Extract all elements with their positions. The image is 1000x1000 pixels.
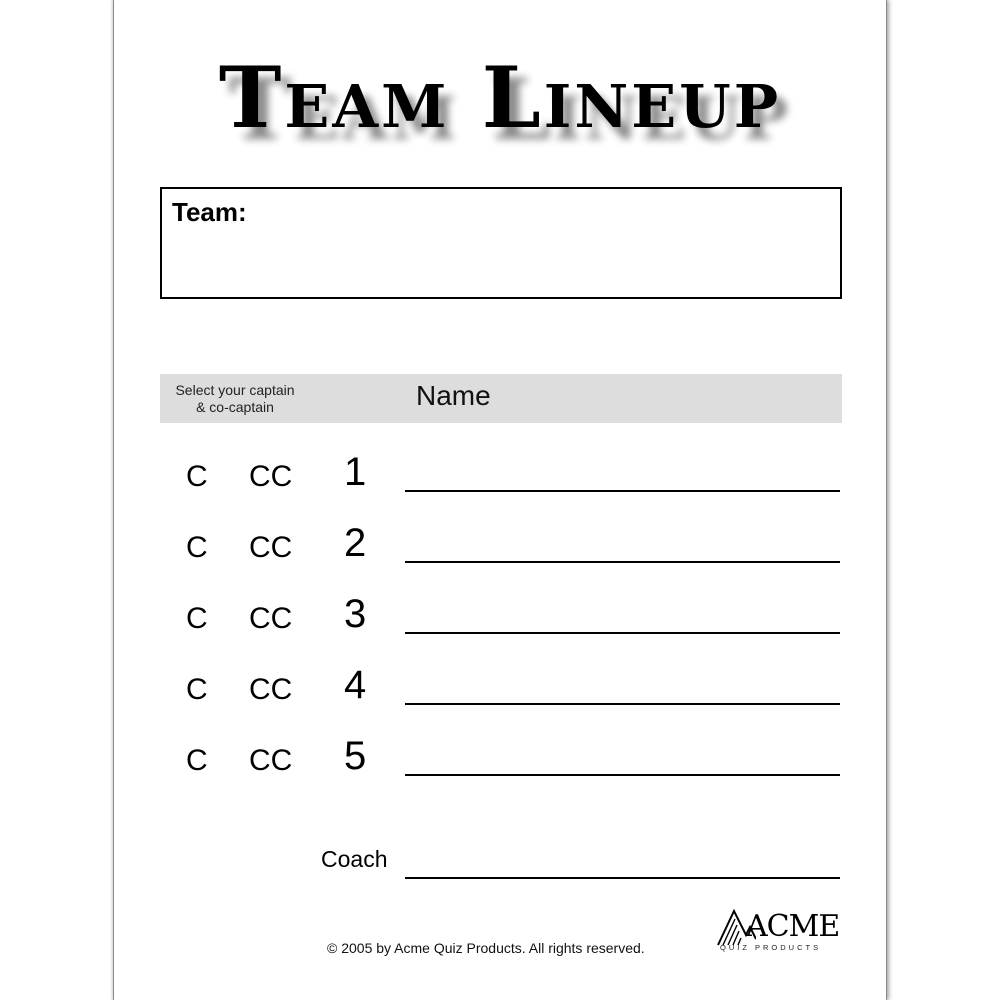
player-name-line[interactable]	[405, 632, 840, 634]
player-name-line[interactable]	[405, 703, 840, 705]
player-number: 1	[344, 450, 367, 494]
co-captain-option[interactable]: CC	[249, 673, 293, 706]
player-name-line[interactable]	[405, 561, 840, 563]
name-column-header: Name	[416, 380, 491, 411]
captain-header-line-1: Select your captain	[175, 382, 295, 398]
player-row-4	[114, 663, 886, 723]
captain-option[interactable]: C	[186, 460, 208, 493]
team-label: Team:	[172, 197, 247, 227]
player-row-3	[114, 592, 886, 652]
player-number: 3	[344, 592, 367, 636]
player-number: 5	[344, 734, 367, 778]
team-name-box[interactable]	[160, 187, 842, 299]
coach-label: Coach	[321, 846, 388, 872]
player-number: 2	[344, 521, 367, 565]
copyright-notice: © 2005 by Acme Quiz Products. All rights reserved.	[327, 940, 645, 956]
player-name-line[interactable]	[405, 490, 840, 492]
captain-option[interactable]: C	[186, 744, 208, 777]
co-captain-option[interactable]: CC	[249, 460, 293, 493]
player-row-1	[114, 450, 886, 510]
co-captain-option[interactable]: CC	[249, 602, 293, 635]
logo-subtitle: QUIZ PRODUCTS	[720, 943, 822, 952]
page-title: Team Lineup	[218, 48, 782, 147]
captain-header-line-2: & co-captain	[196, 399, 274, 415]
acme-logo	[716, 907, 846, 957]
captain-option[interactable]: C	[186, 531, 208, 564]
captain-option[interactable]: C	[186, 673, 208, 706]
lineup-sheet	[114, 0, 886, 1000]
coach-name-line[interactable]	[405, 877, 840, 879]
table-header	[160, 374, 842, 423]
co-captain-option[interactable]: CC	[249, 531, 293, 564]
logo-wordmark: ACME	[746, 909, 840, 944]
player-row-2	[114, 521, 886, 581]
co-captain-option[interactable]: CC	[249, 744, 293, 777]
captain-column-header	[160, 382, 310, 416]
captain-option[interactable]: C	[186, 602, 208, 635]
player-name-line[interactable]	[405, 774, 840, 776]
player-row-5	[114, 734, 886, 794]
player-number: 4	[344, 663, 367, 707]
